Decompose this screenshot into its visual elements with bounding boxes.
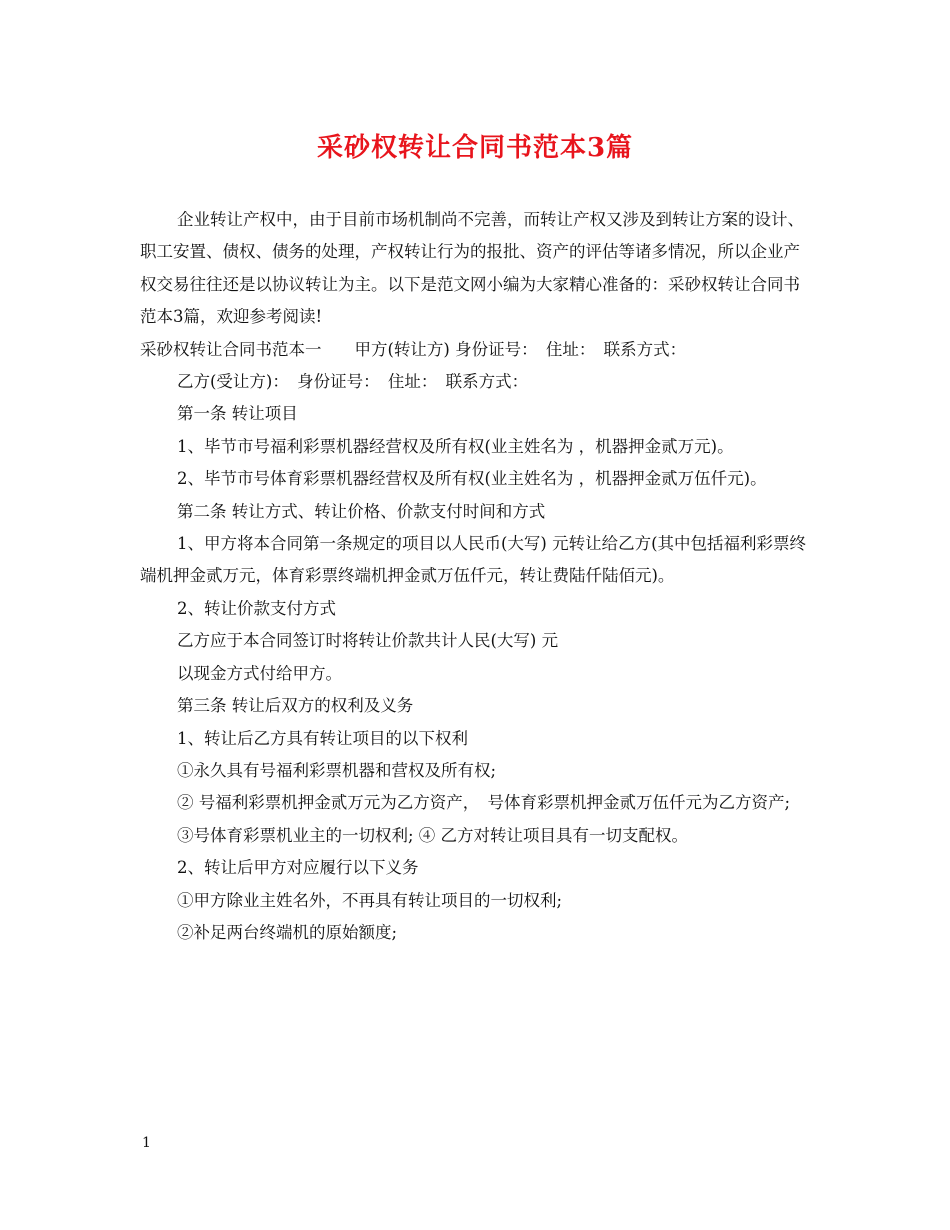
- paragraph: 2、毕节市号体育彩票机器经营权及所有权(业主姓名为 ，机器押金贰万伍仟元)。: [177, 469, 767, 489]
- paragraph: 采砂权转让合同书范本一 甲方(转让方) 身份证号： 住址： 联系方式：: [140, 339, 687, 359]
- page-number: 1: [142, 1135, 151, 1151]
- paragraph: ②补足两台终端机的原始额度;: [177, 922, 398, 942]
- paragraph: 1、甲方将本合同第一条规定的项目以人民币(大写) 元转让给乙方(其中包括福利彩票终端机押金贰万元，体育彩票终端机押金贰万伍仟元，转让费陆仟陆佰元)。: [140, 534, 807, 586]
- paragraph: 企业转让产权中，由于目前市场机制尚不完善，而转让产权又涉及到转让方案的设计、职工安置、债权、债务的处理，产权转让行为的报批、资产的评估等诸多情况，所以企业产权交易往往还是以协议转让为主。以下是范文网小编为大家精心准备的：采砂权转让合同书范本3篇，欢迎参考阅读!: [140, 210, 804, 327]
- paragraph: 乙方(受让方)： 身份证号： 住址： 联系方式：: [177, 372, 529, 392]
- paragraph: ①甲方除业主姓名外，不再具有转让项目的一切权利;: [177, 890, 563, 910]
- paragraph: ② 号福利彩票机押金贰万元为乙方资产， 号体育彩票机押金贰万伍仟元为乙方资产;: [177, 793, 791, 813]
- paragraph: 第二条 转让方式、转让价格、价款支付时间和方式: [177, 501, 546, 521]
- paragraph: 第三条 转让后双方的权利及义务: [177, 696, 414, 716]
- paragraph: ①永久具有号福利彩票机器和营权及所有权;: [177, 760, 497, 780]
- paragraph: 乙方应于本合同签订时将转让价款共计人民(大写) 元: [177, 631, 559, 651]
- document-body: [140, 204, 812, 949]
- paragraph: 以现金方式付给甲方。: [177, 663, 342, 683]
- paragraph: 2、转让价款支付方式: [177, 598, 336, 618]
- paragraph: 1、毕节市号福利彩票机器经营权及所有权(业主姓名为 ，机器押金贰万元)。: [177, 436, 734, 456]
- paragraph: ③号体育彩票机业主的一切权利; ④ 乙方对转让项目具有一切支配权。: [177, 825, 689, 845]
- document-title: 采砂权转让合同书范本3篇: [316, 133, 634, 163]
- paragraph: 第一条 转让项目: [177, 404, 298, 424]
- paragraph: 1、转让后乙方具有转让项目的以下权利: [177, 728, 468, 748]
- paragraph: 2、转让后甲方对应履行以下义务: [177, 858, 419, 878]
